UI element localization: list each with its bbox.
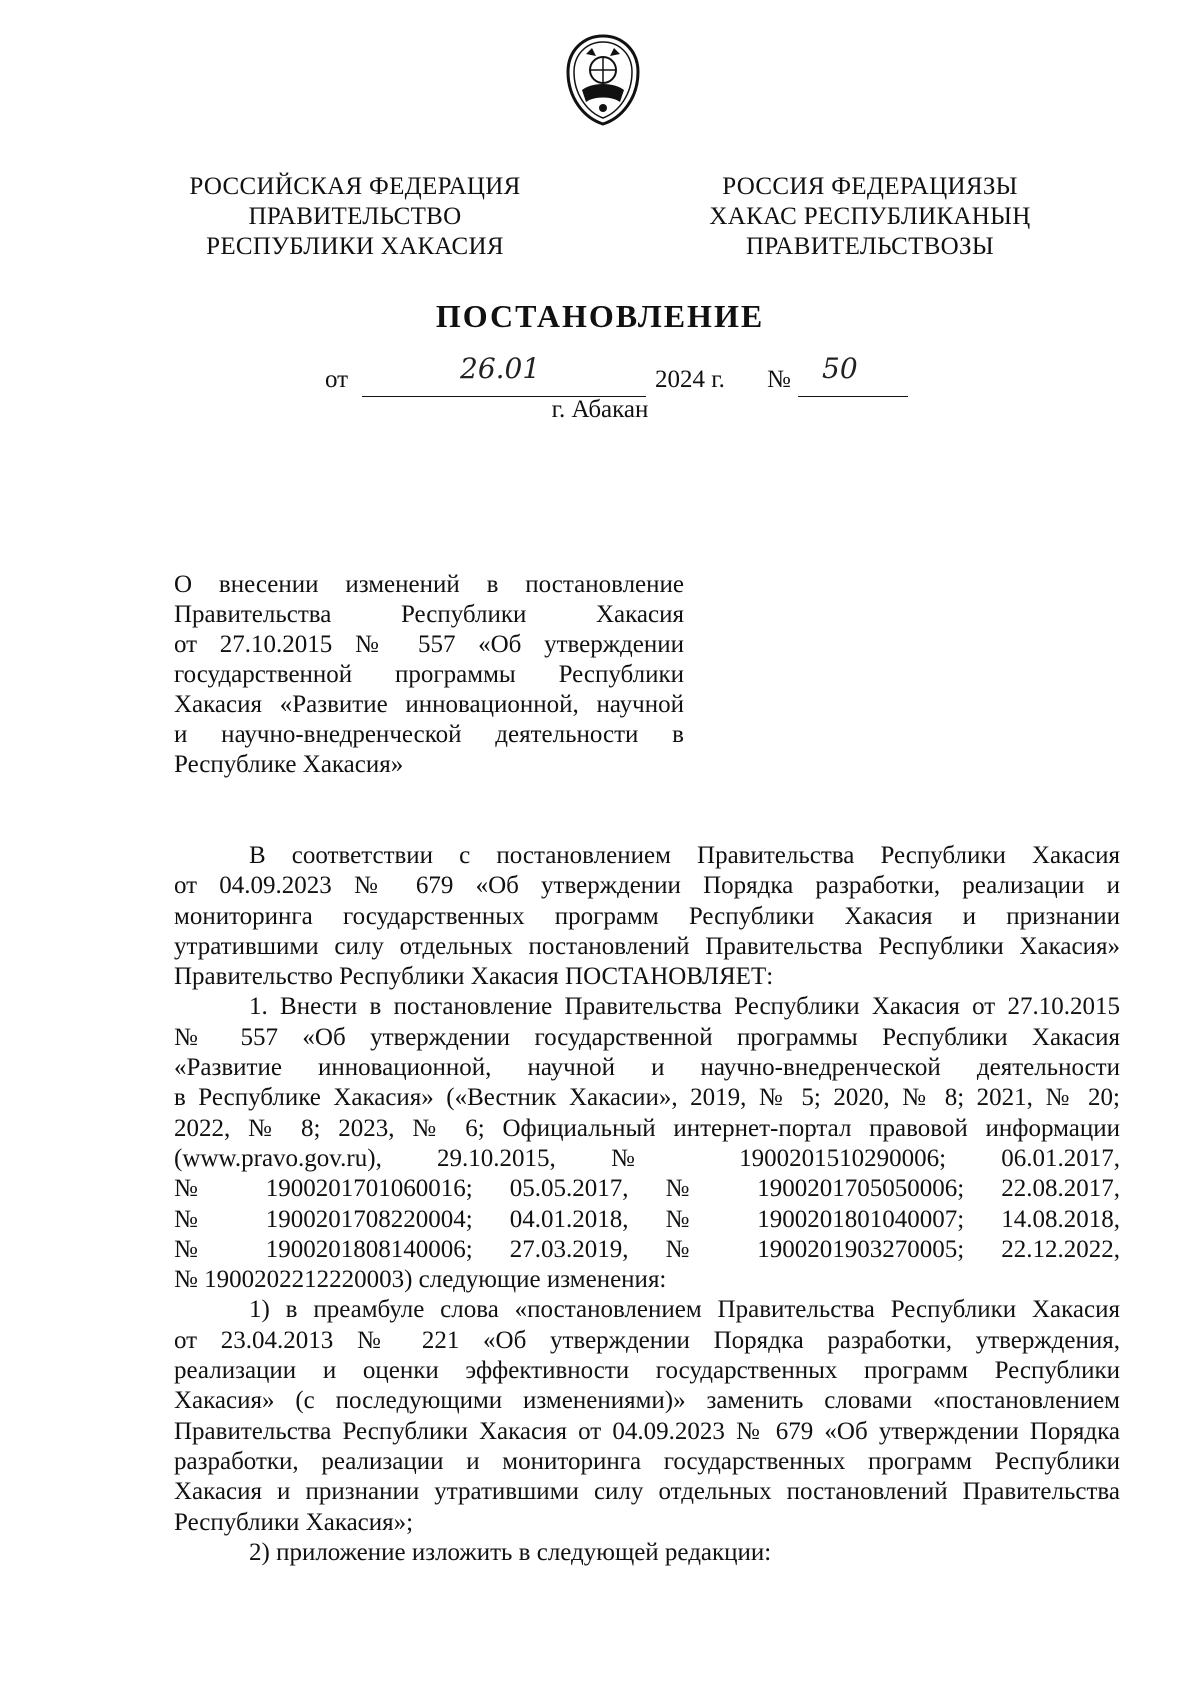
date-number-line — [0, 352, 1200, 398]
date-prefix: от — [325, 366, 349, 393]
body-line: Правительство Республики Хакасия ПОСТАНОВЛЯЕТ: — [174, 963, 774, 991]
body-text — [174, 841, 1120, 1568]
subject-line: и научно-внедренческой деятельности в — [174, 721, 684, 748]
body-line: Республики Хакасия»; — [174, 1508, 414, 1536]
header-left — [185, 172, 525, 262]
body-line: Правительства Республики Хакасия от 04.09.2023 № 679 «Об утверждении Порядка — [174, 1417, 1120, 1445]
body-line: Хакасия» (с последующими изменениями)» заменить словами «постановлением — [174, 1387, 1120, 1415]
body-line: в Республике Хакасия» («Вестник Хакасии», 2019, № 5; 2020, № 8; 2021, № 20; — [174, 1084, 1120, 1112]
subject-line: государственной программы Республики — [174, 661, 684, 688]
handwritten-date: 26.01 — [460, 352, 541, 385]
body-line: «Развитие инновационной, научной и научно-внедренческой деятельности — [174, 1054, 1120, 1082]
number-label: № — [767, 366, 791, 393]
document-type-title: ПОСТАНОВЛЕНИЕ — [435, 298, 765, 334]
body-line: 2022, № 8; 2023, № 6; Официальный интернет-портал правовой информации — [174, 1114, 1120, 1142]
header-left-line: РОССИЙСКАЯ ФЕДЕРАЦИЯ — [189, 173, 521, 200]
body-line: 2) приложение изложить в следующей редакции: — [249, 1538, 772, 1566]
body-line: реализации и оценки эффективности государственных программ Республики — [174, 1357, 1120, 1385]
handwritten-number: 50 — [822, 352, 858, 385]
body-line: 1. Внести в постановление Правительства Республики Хакасия от 27.10.2015 — [249, 993, 1120, 1021]
body-line: утратившими силу отдельных постановлений Правительства Республики Хакасия» — [174, 932, 1120, 960]
coat-of-arms-emblem — [562, 32, 644, 128]
header-right-line: РОССИЯ ФЕДЕРАЦИЯЗЫ — [722, 173, 1018, 200]
subject-line: Республике Хакасия» — [174, 751, 404, 778]
body-line: от 23.04.2013 № 221 «Об утверждении Порядка разработки, утверждения, — [174, 1326, 1120, 1354]
body-line: № 1900201808140006; 27.03.2019, № 1900201903270005; 22.12.2022, — [174, 1235, 1120, 1263]
header-right-line: ПРАВИТЕЛЬСТВОЗЫ — [746, 233, 994, 260]
body-line: № 557 «Об утверждении государственной программы Республики Хакасия — [174, 1023, 1120, 1051]
date-year: 2024 г. — [655, 366, 725, 393]
body-line: разработки, реализации и мониторинга государственных программ Республики — [174, 1447, 1120, 1475]
subject-block — [174, 570, 684, 780]
city-name: г. Абакан — [551, 396, 649, 423]
body-line: мониторинга государственных программ Республики Хакасия и признании — [174, 902, 1120, 930]
subject-line: Правительства Республики Хакасия — [174, 601, 684, 628]
body-line: Хакасия и признании утратившими силу отдельных постановлений Правительства — [174, 1478, 1120, 1506]
subject-line: Хакасия «Развитие инновационной, научной — [174, 691, 684, 718]
header-right-line: ХАКАС РЕСПУБЛИКАНЫҢ — [709, 203, 1031, 230]
header-right — [700, 172, 1040, 262]
subject-line: от 27.10.2015 № 557 «Об утверждении — [174, 631, 684, 658]
header-left-line: РЕСПУБЛИКИ ХАКАСИЯ — [206, 233, 504, 260]
subject-line: О внесении изменений в постановление — [174, 571, 684, 598]
body-line: № 1900202212220003) следующие изменения: — [174, 1266, 667, 1294]
body-line: № 1900201701060016; 05.05.2017, № 1900201705050006; 22.08.2017, — [174, 1175, 1120, 1203]
body-line: № 1900201708220004; 04.01.2018, № 1900201801040007; 14.08.2018, — [174, 1205, 1120, 1233]
body-line: В соответствии с постановлением Правительства Республики Хакасия — [249, 842, 1120, 869]
body-line: от 04.09.2023 № 679 «Об утверждении Порядка разработки, реализации и — [174, 872, 1120, 900]
body-line: (www.pravo.gov.ru), 29.10.2015, № 1900201510290006; 06.01.2017, — [174, 1144, 1120, 1172]
header-left-line: ПРАВИТЕЛЬСТВО — [248, 203, 462, 230]
body-line: 1) в преамбуле слова «постановлением Правительства Республики Хакасия — [249, 1296, 1120, 1324]
